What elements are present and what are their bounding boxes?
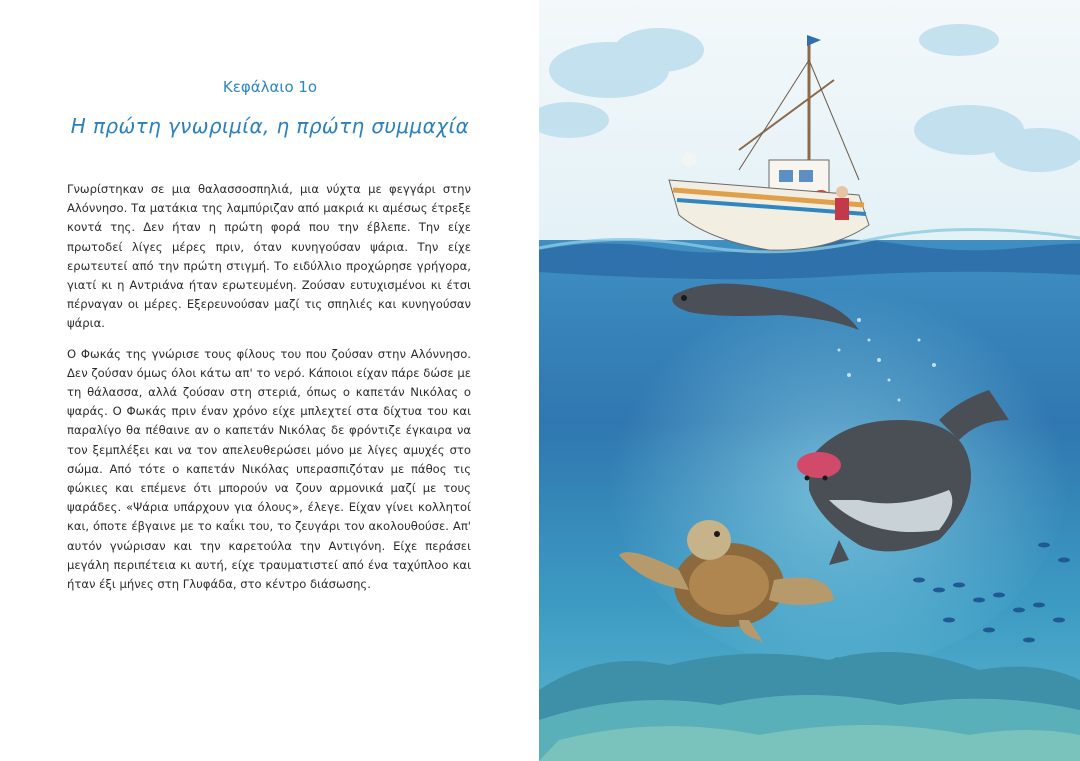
chapter-title: Η πρώτη γνωριμία, η πρώτη συμμαχία [70, 114, 470, 138]
fisherman [835, 198, 849, 220]
watercolor-illustration [539, 0, 1080, 761]
paragraph-2: Ο Φωκάς της γνώρισε τους φίλους του που ζούσαν στην Αλόννησο. Δεν ζούσαν όμως όλοι κάτω απ' το νερό. Κάποιοι είχαν πάρε δώσε με τη θάλασσα, αλλά ζούσαν στη στεριά, όπως ο καπετάν Νικόλας ο ψαράς. Ο Φωκάς πριν έναν χρόνο είχε μπλεχτεί στα δίχτυα του και παραλίγο θα πέθαινε αν ο καπετάν Νικόλας δε φρόντιζε έγκαιρα να τον ξεμπλέξει και να τον απελευθερώσει μόνο με λίγες αμυχές στο σώμα. Από τότε ο καπετάν Νικόλας υπερασπιζόταν με πάθος τις φώκιες και επέμενε ότι μπορούν να ζουν αρμονικά μαζί με τους ψαράδες. «Ψάρια υπάρχουν για όλους», έλεγε. Είχαν γίνει κολλητοί και, όποτε έβγαινε με το καΐκι του, το ζευγάρι τον ακολουθούσε. Απ' αυτόν γνώρισαν και την καρετούλα την Αντιγόνη. Είχε περάσει μεγάλη περιπέτεια κι αυτή, είχε τραυματιστεί από ένα ταχύπλοο και ήταν έξι μήνες στη Γλυφάδα, στο κέντρο διάσωσης. [67, 346, 471, 592]
body-text [67, 180, 471, 605]
seagull [682, 153, 696, 167]
chapter-label: Κεφάλαιο 1ο [222, 78, 318, 96]
paragraph-1: Γνωρίστηκαν σε μια θαλασσοσπηλιά, μια νύχτα με φεγγάρι στην Αλόννησο. Τα ματάκια της λαμπύριζαν από μακριά κι αμέσως έτρεξε κοντά της. Δεν ήταν η πρώτη φορά που την έβλεπε. Την είχε πρωτοδεί λίγες μέρες πριν, όταν κυνηγούσαν ψάρια. Την είχε ερωτευτεί από την πρώτη στιγμή. Το ειδύλλιο προχώρησε γρήγορα, γιατί κι η Αντριάνα ήταν ερωτευμένη. Ζούσαν ευτυχισμένοι κι έτσι πέρναγαν οι μέρες. Εξερευνούσαν μαζί τις σπηλιές και κυνηγούσαν ψάρια. [67, 182, 471, 331]
rocks [539, 652, 1080, 761]
